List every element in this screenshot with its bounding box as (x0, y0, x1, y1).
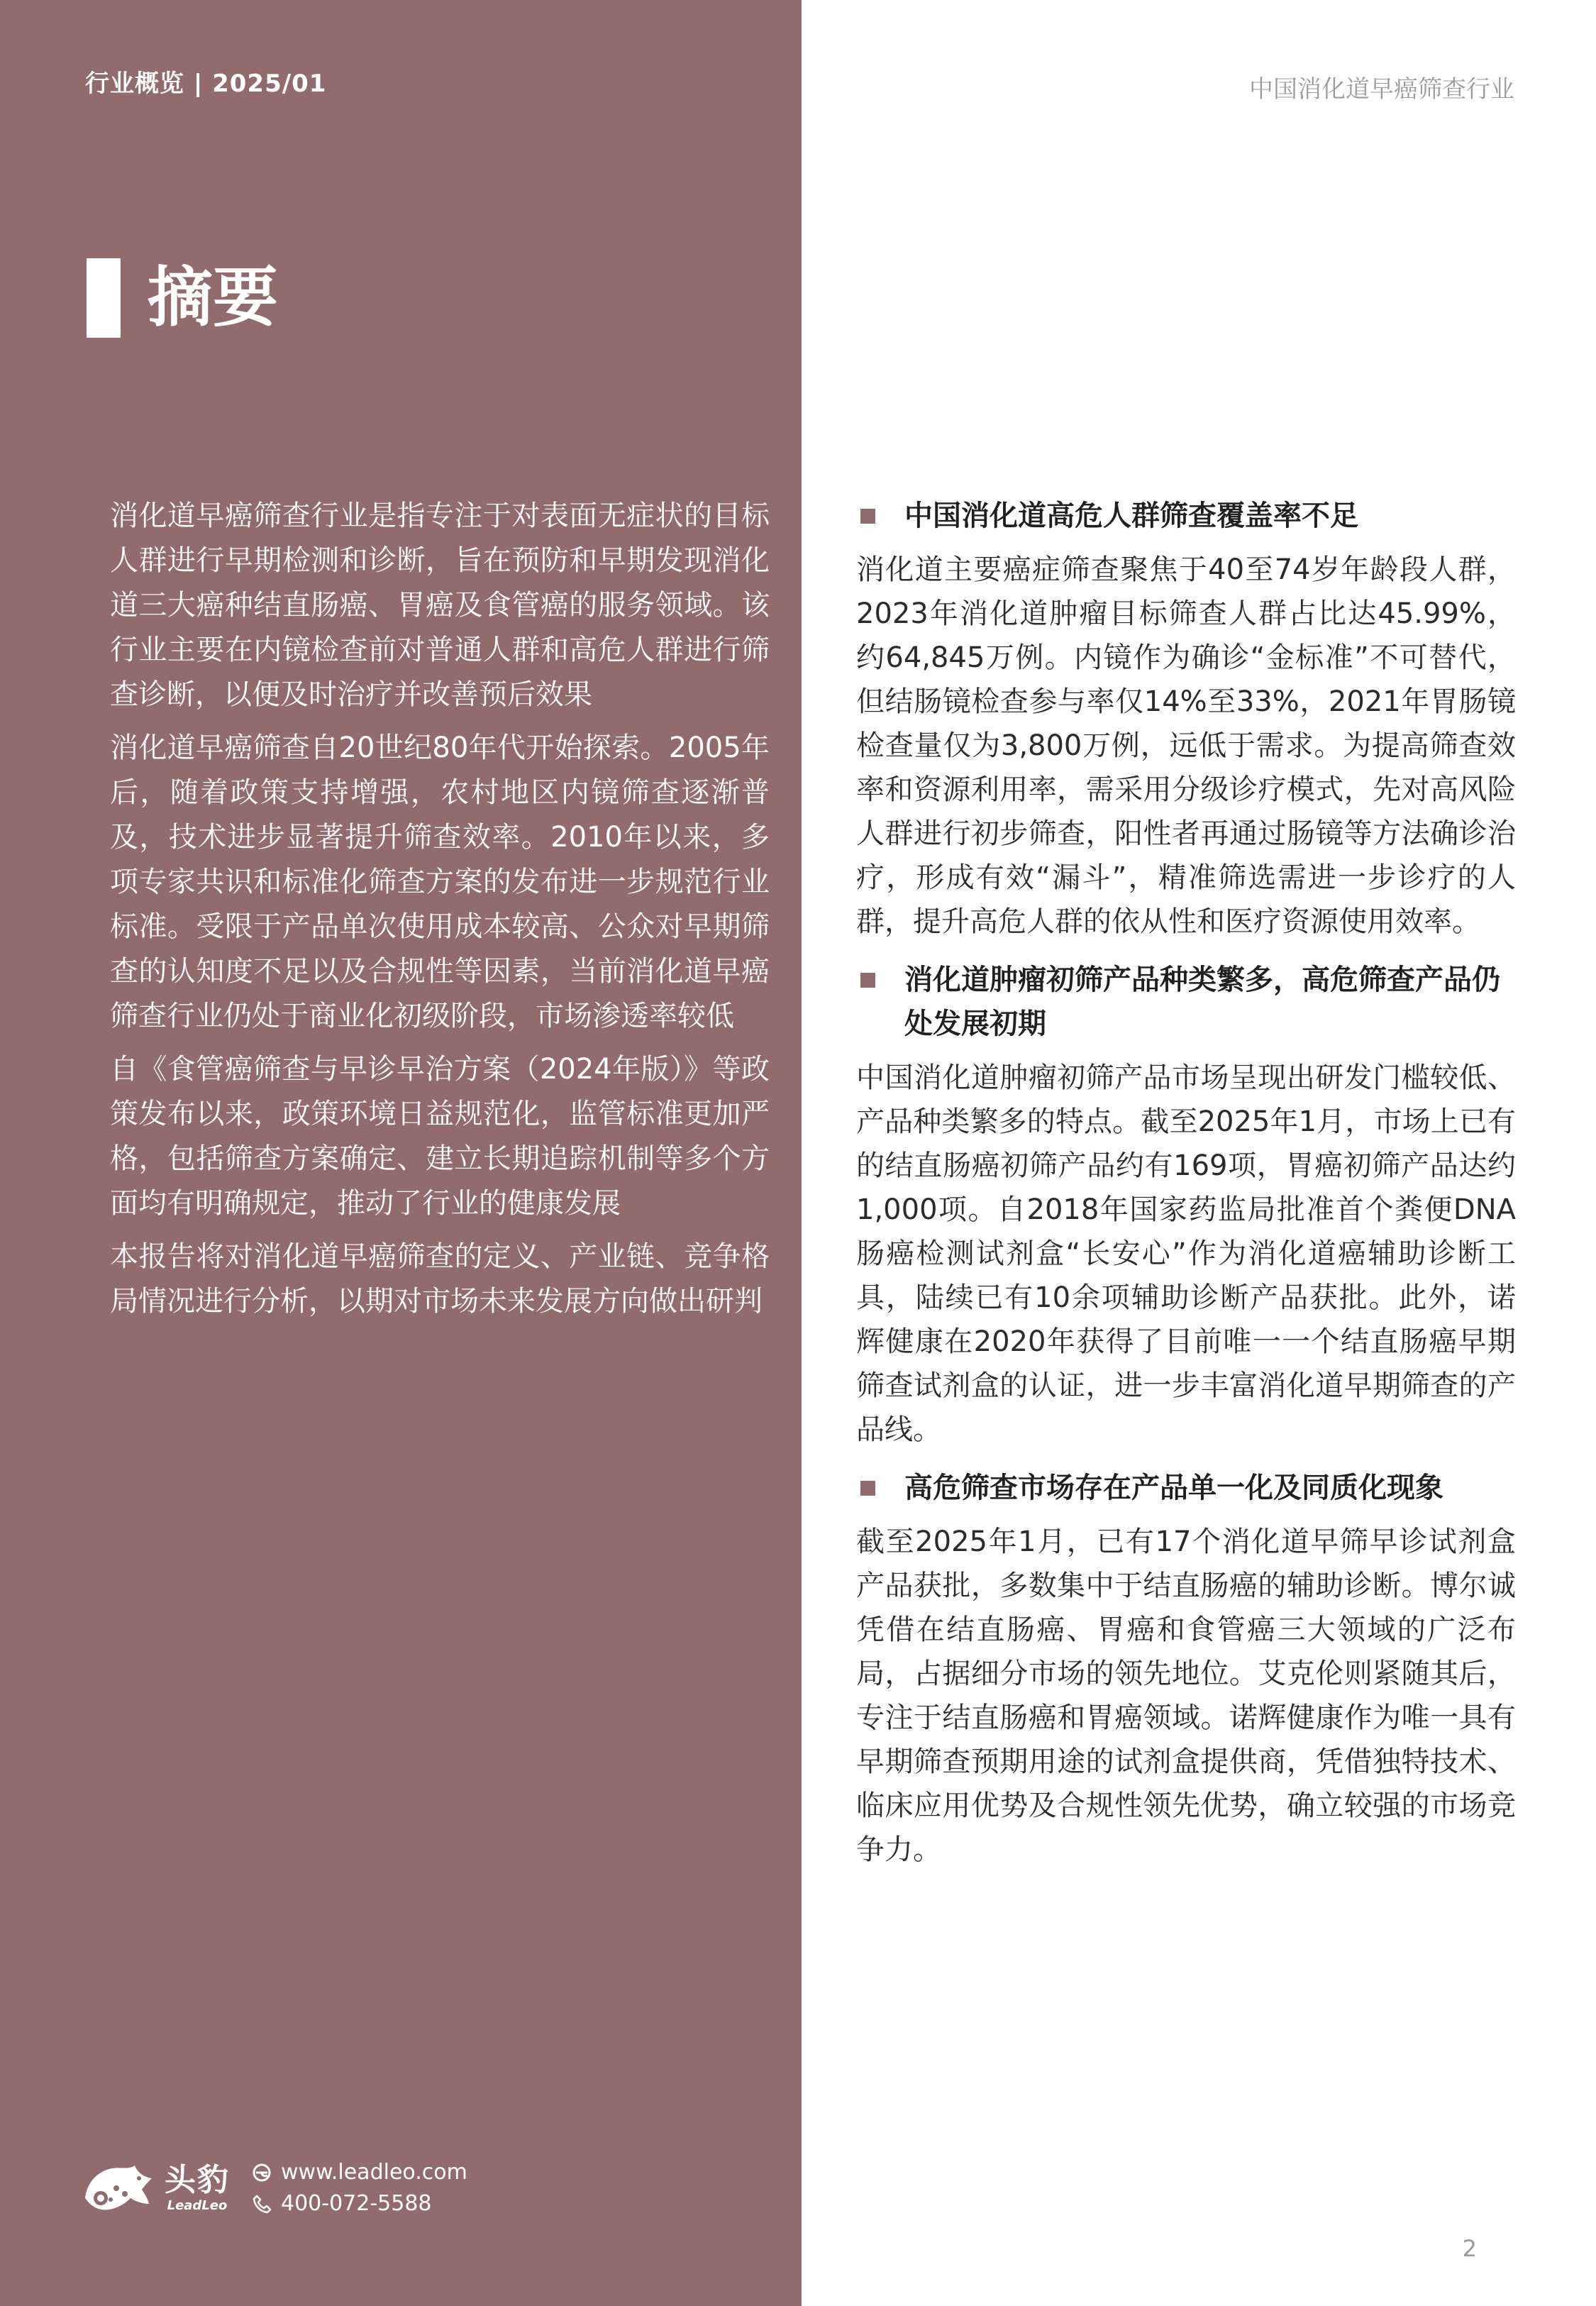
section-heading-text: 消化道肿瘤初筛产品种类繁多，高危筛查产品仍处发展初期 (904, 964, 1500, 1040)
section-body: 截至2025年1月，已有17个消化道早筛早诊试剂盒产品获批，多数集中于结直肠癌的辅助诊断。博尔诚凭借在结直肠癌、胃癌和食管癌三大领域的广泛布局，占据细分市场的领先地位。艾克伦则紧随其后，专注于结直肠癌和胃癌领域。诺辉健康作为唯一具有早期筛查预期用途的试剂盒提供商，凭借独特技术、临床应用优势及合规性领先优势，确立较强的市场竞争力。 (856, 1526, 1516, 1866)
phone-number: 400-072-5588 (281, 2191, 432, 2216)
title-bar (87, 258, 121, 338)
logo-en: LeadLeo (167, 2198, 228, 2213)
phone-icon (250, 2192, 274, 2216)
finding-section (856, 494, 1516, 944)
page-number: 2 (1462, 2235, 1477, 2262)
footer-brand (79, 2157, 467, 2219)
report-name: 中国消化道早癌筛查行业 (1249, 75, 1514, 104)
section-heading-text: 中国消化道高危人群筛查覆盖率不足 (904, 500, 1358, 532)
leopard-logo-icon (79, 2157, 159, 2219)
section-heading (856, 958, 1516, 1046)
key-findings (856, 494, 1516, 1886)
square-bullet-icon (860, 973, 875, 988)
intro-paragraph-4: 本报告将对消化道早癌筛查的定义、产业链、竞争格局情况进行分析，以期对市场未来发展方向做出研判 (110, 1240, 770, 1318)
section-body: 中国消化道肿瘤初筛产品市场呈现出研发门槛较低、产品种类繁多的特点。截至2025年1月，市场上已有的结直肠癌初筛产品约有169项，胃癌初筛产品达约1,000项。自2018年国家药监局批准首个粪便DNA肠癌检测试剂盒“长安心”作为消化道癌辅助诊断工具，陆续已有10余项辅助诊断产品获批。此外，诺辉健康在2020年获得了目前唯一一个结直肠癌早期筛查试剂盒的认证，进一步丰富消化道早期筛查的产品线。 (856, 1061, 1516, 1446)
report-category-date: 行业概览 | 2025/01 (85, 70, 327, 98)
page-title: 摘要 (148, 260, 279, 336)
intro-paragraph-1: 消化道早癌筛查行业是指专注于对表面无症状的目标人群进行早期检测和诊断，旨在预防和早期发现消化道三大癌种结直肠癌、胃癌及食管癌的服务领域。该行业主要在内镜检查前对普通人群和高危人群进行筛查诊断，以便及时治疗并改善预后效果 (110, 500, 770, 711)
finding-section (856, 958, 1516, 1452)
section-heading-text: 高危筛查市场存在产品单一化及同质化现象 (904, 1472, 1443, 1504)
intro-paragraph-2: 消化道早癌筛查自20世纪80年代开始探索。2005年后，随着政策支持增强，农村地区内镜筛查逐渐普及，技术进步显著提升筛查效率。2010年以来，多项专家共识和标准化筛查方案的发布进一步规范行业标准。受限于产品单次使用成本较高、公众对早期筛查的认知度不足以及合规性等因素，当前消化道早癌筛查行业仍处于商业化初级阶段，市场渗透率较低 (110, 732, 770, 1032)
page-title-block (87, 255, 278, 341)
web-icon (250, 2161, 274, 2185)
square-bullet-icon (860, 1481, 875, 1496)
section-body: 消化道主要癌症筛查聚焦于40至74岁年龄段人群，2023年消化道肿瘤目标筛查人群占比达45.99%，约64,845万例。内镜作为确诊“金标准”不可替代，但结肠镜检查参与率仅14%至33%，2021年胃肠镜检查量仅为3,800万例，远低于需求。为提高筛查效率和资源利用率，需采用分级诊疗模式，先对高风险人群进行初步筛查，阳性者再通过肠镜等方法确诊治疗，形成有效“漏斗”，精准筛选需进一步诊疗的人群，提升高危人群的依从性和医疗资源使用效率。 (856, 553, 1516, 938)
intro-paragraph-3: 自《食管癌筛查与早诊早治方案（2024年版）》等政策发布以来，政策环境日益规范化，监管标准更加严格，包括筛查方案确定、建立长期追踪机制等多个方面均有明确规定，推动了行业的健康发展 (110, 1053, 770, 1220)
finding-section (856, 1466, 1516, 1872)
section-heading (856, 494, 1516, 538)
section-heading (856, 1466, 1516, 1510)
website-link[interactable]: www.leadleo.com (281, 2160, 467, 2185)
logo-wordmark (165, 2163, 230, 2214)
logo-cn: 头豹 (165, 2162, 230, 2198)
square-bullet-icon (860, 509, 875, 524)
contact-info (250, 2158, 467, 2219)
phone-row (250, 2189, 467, 2219)
summary-intro (110, 494, 770, 1333)
website-row[interactable] (250, 2158, 467, 2188)
